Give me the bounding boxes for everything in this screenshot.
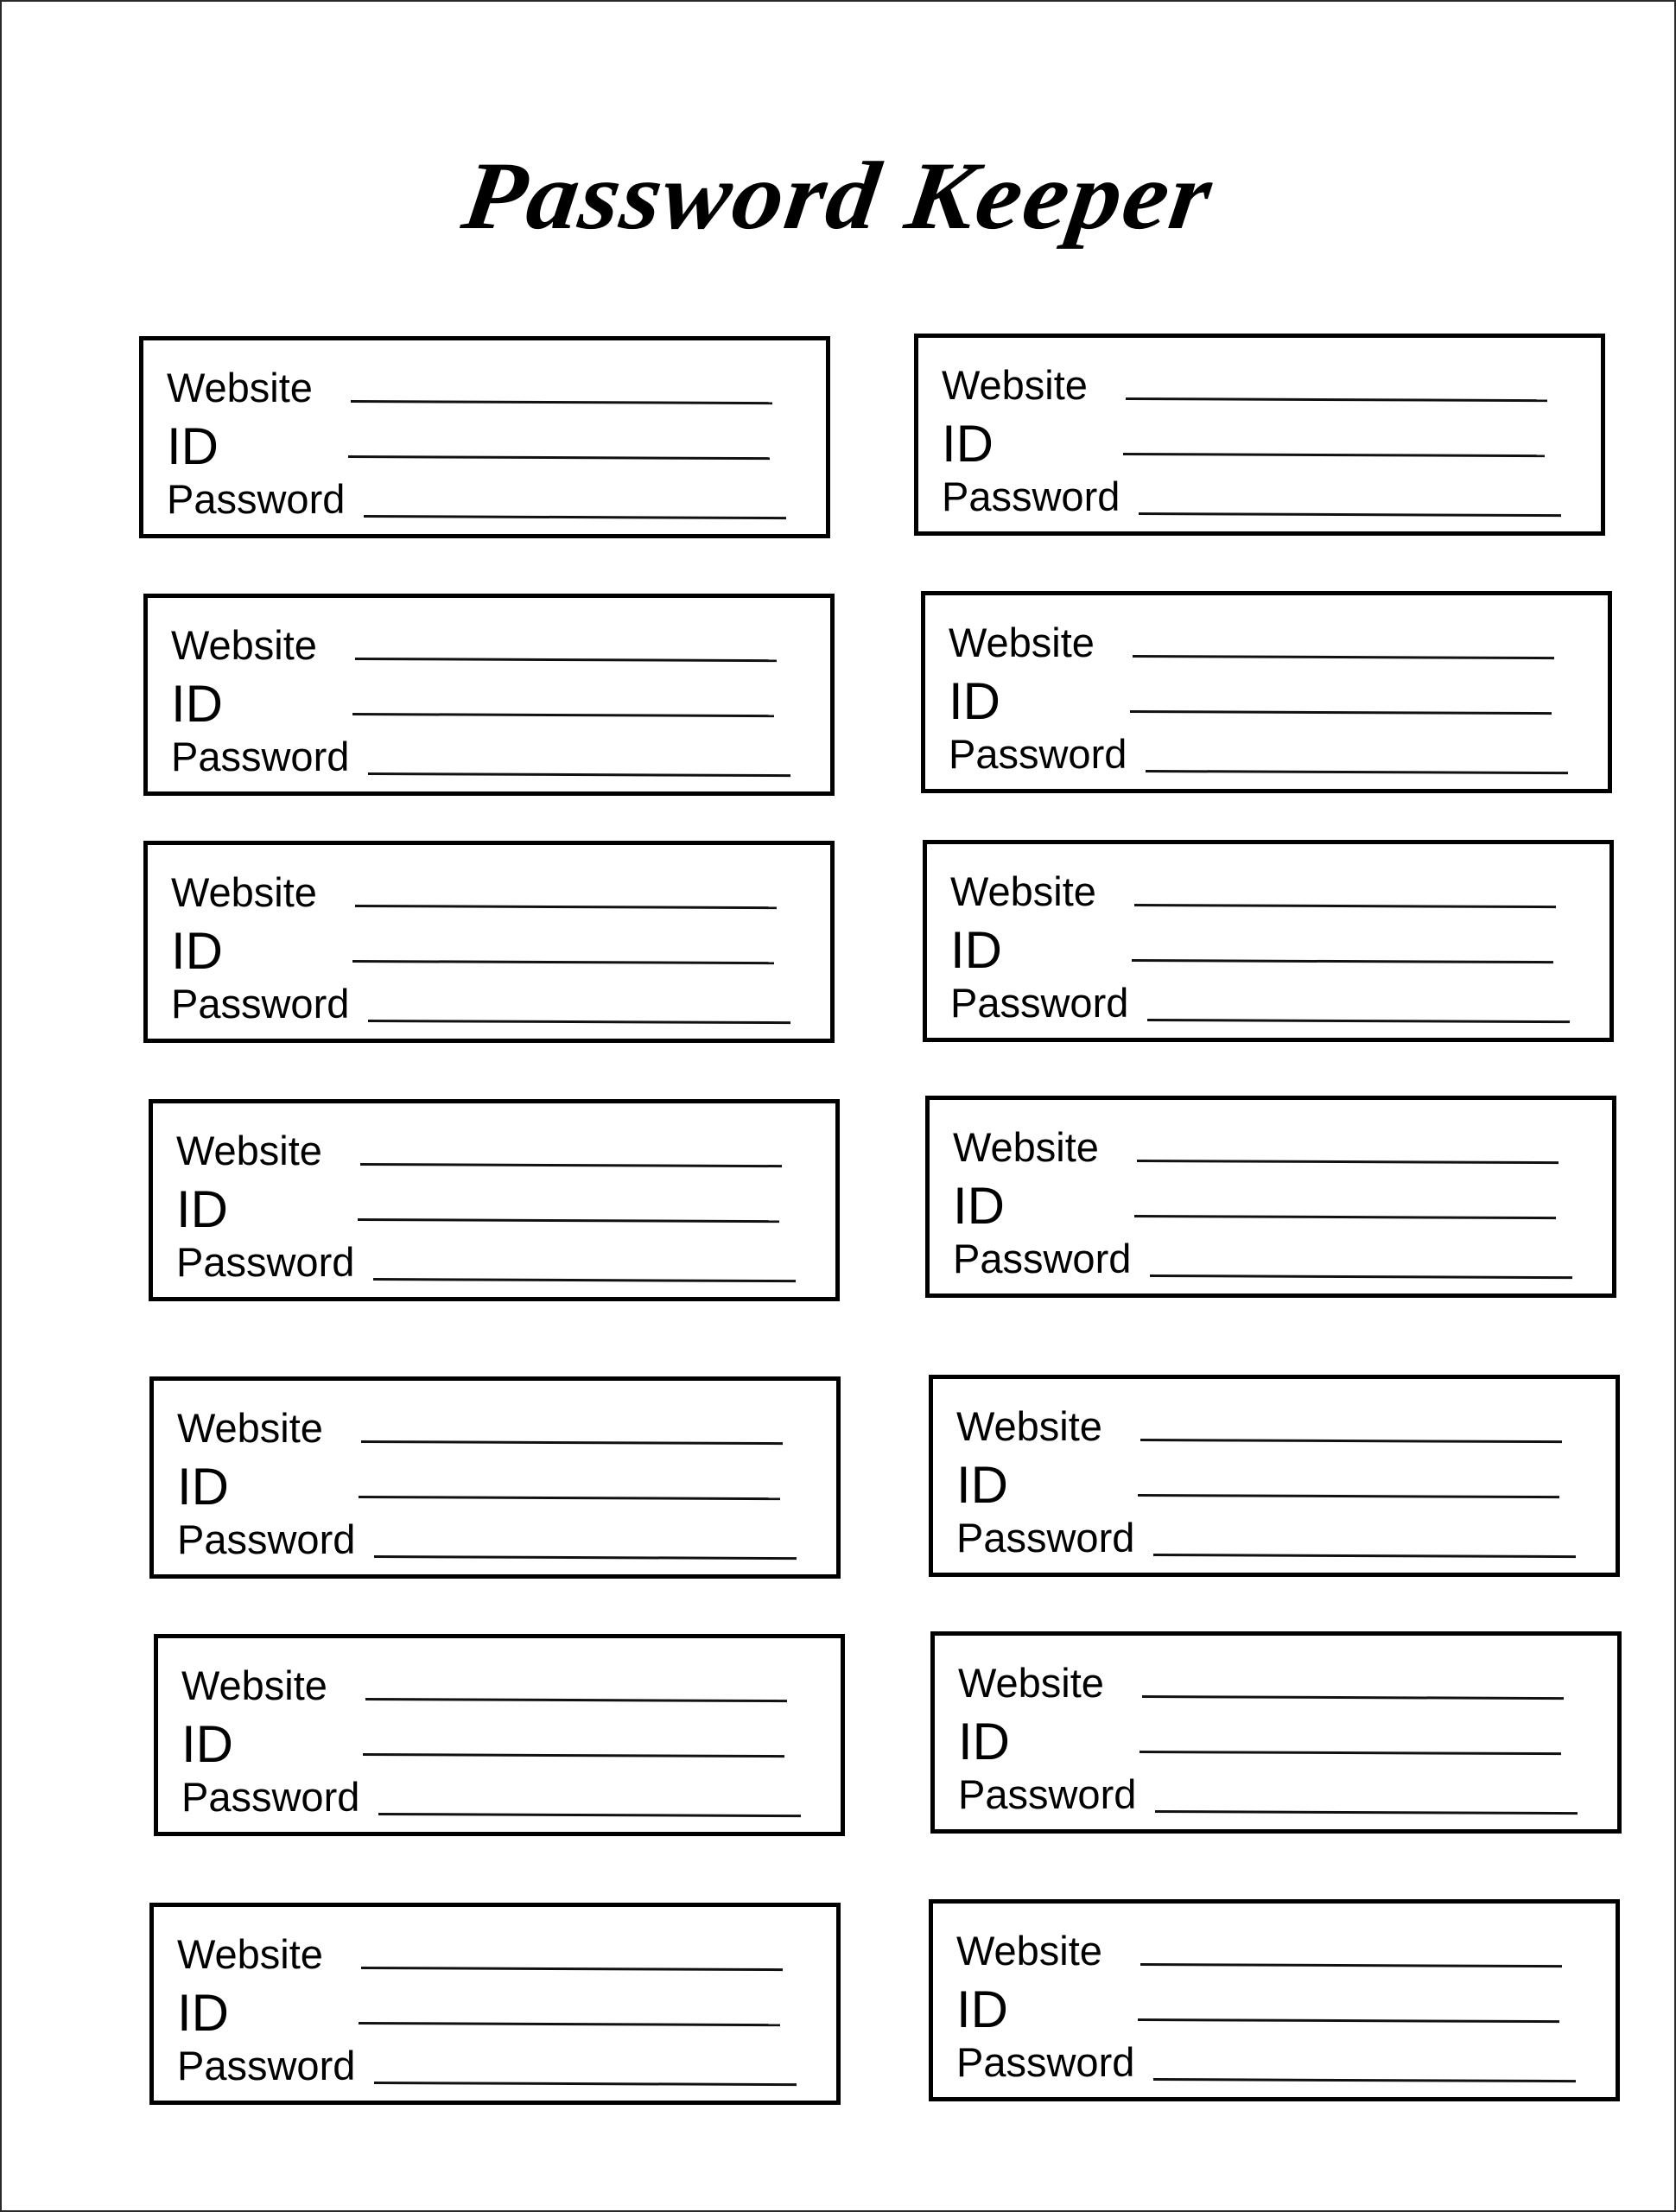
website-label: Website — [949, 620, 1095, 665]
password-label: Password — [171, 981, 350, 1027]
password-write-line[interactable] — [1146, 770, 1568, 774]
website-write-line[interactable] — [360, 1163, 782, 1167]
password-entry-card — [930, 1631, 1622, 1834]
password-entry-card — [925, 1096, 1616, 1298]
id-label: ID — [177, 1458, 229, 1516]
id-label: ID — [167, 417, 219, 475]
password-label: Password — [949, 731, 1127, 777]
password-write-line[interactable] — [368, 772, 790, 777]
password-entry-card — [929, 1375, 1620, 1577]
password-entry-card — [143, 594, 835, 796]
id-write-line[interactable] — [1138, 2018, 1559, 2023]
id-write-line[interactable] — [1132, 959, 1553, 963]
password-entry-card — [921, 591, 1612, 793]
password-write-line[interactable] — [374, 1555, 797, 1560]
website-label: Website — [181, 1662, 327, 1708]
id-label: ID — [177, 1984, 229, 2042]
website-label: Website — [177, 1405, 323, 1451]
password-write-line[interactable] — [373, 1278, 796, 1282]
id-write-line[interactable] — [363, 1753, 784, 1758]
website-label: Website — [953, 1124, 1099, 1170]
id-write-line[interactable] — [358, 1218, 779, 1223]
password-label: Password — [950, 980, 1129, 1026]
page-title: Password Keeper — [456, 142, 1220, 250]
website-write-line[interactable] — [365, 1698, 787, 1702]
password-label: Password — [181, 1774, 360, 1820]
password-entry-card — [139, 336, 830, 538]
password-write-line[interactable] — [1139, 512, 1561, 517]
id-label: ID — [181, 1715, 233, 1773]
password-entry-card — [149, 1903, 841, 2105]
website-write-line[interactable] — [1126, 397, 1547, 402]
id-label: ID — [171, 922, 223, 980]
id-write-line[interactable] — [1130, 710, 1552, 715]
id-write-line[interactable] — [359, 2022, 780, 2026]
website-write-line[interactable] — [361, 1440, 783, 1445]
website-label: Website — [167, 365, 313, 410]
password-label: Password — [953, 1236, 1132, 1281]
password-label: Password — [171, 734, 350, 779]
website-write-line[interactable] — [351, 400, 772, 404]
id-label: ID — [176, 1180, 228, 1238]
id-write-line[interactable] — [1140, 1751, 1561, 1755]
password-entry-card — [923, 840, 1614, 1042]
password-label: Password — [956, 1515, 1135, 1560]
website-write-line[interactable] — [361, 1967, 783, 1971]
id-label: ID — [950, 921, 1002, 979]
id-write-line[interactable] — [359, 1496, 780, 1500]
password-label: Password — [176, 1239, 355, 1285]
password-label: Password — [167, 476, 346, 522]
website-label: Website — [942, 362, 1088, 408]
website-label: Website — [958, 1660, 1104, 1706]
website-write-line[interactable] — [1134, 904, 1556, 908]
website-write-line[interactable] — [1133, 655, 1554, 659]
website-label: Website — [171, 869, 317, 915]
id-label: ID — [958, 1713, 1010, 1770]
password-write-line[interactable] — [1147, 1019, 1570, 1023]
password-write-line[interactable] — [368, 1020, 790, 1024]
id-label: ID — [956, 1980, 1008, 2038]
website-label: Website — [177, 1931, 323, 1977]
password-label: Password — [177, 2043, 356, 2088]
website-label: Website — [956, 1403, 1102, 1449]
password-entry-card — [143, 841, 835, 1043]
id-write-line[interactable] — [352, 960, 774, 964]
id-label: ID — [949, 672, 1000, 730]
id-write-line[interactable] — [1138, 1494, 1559, 1498]
password-label: Password — [177, 1516, 356, 1562]
website-label: Website — [176, 1128, 322, 1173]
id-write-line[interactable] — [352, 713, 774, 717]
id-write-line[interactable] — [1134, 1215, 1556, 1219]
password-write-line[interactable] — [1150, 1274, 1572, 1279]
password-entry-card — [929, 1899, 1620, 2101]
website-write-line[interactable] — [355, 905, 777, 909]
id-write-line[interactable] — [348, 455, 770, 460]
password-label: Password — [956, 2039, 1135, 2085]
password-label: Password — [958, 1771, 1137, 1817]
id-write-line[interactable] — [1123, 453, 1545, 457]
id-label: ID — [956, 1456, 1008, 1514]
password-write-line[interactable] — [378, 1813, 801, 1817]
website-write-line[interactable] — [1140, 1963, 1562, 1967]
id-label: ID — [942, 415, 994, 473]
website-write-line[interactable] — [1142, 1695, 1564, 1700]
password-entry-card — [149, 1099, 840, 1301]
website-label: Website — [950, 868, 1096, 914]
id-label: ID — [171, 675, 223, 733]
password-entry-card — [149, 1376, 841, 1579]
id-label: ID — [953, 1177, 1005, 1235]
website-label: Website — [956, 1928, 1102, 1974]
website-write-line[interactable] — [355, 658, 777, 662]
website-write-line[interactable] — [1137, 1160, 1559, 1164]
password-write-line[interactable] — [1153, 1554, 1576, 1558]
password-entry-card — [914, 334, 1605, 536]
password-write-line[interactable] — [374, 2082, 797, 2086]
password-entry-card — [154, 1634, 845, 1836]
website-label: Website — [171, 622, 317, 668]
password-write-line[interactable] — [364, 515, 786, 519]
password-label: Password — [942, 474, 1121, 519]
password-write-line[interactable] — [1155, 1810, 1578, 1815]
website-write-line[interactable] — [1140, 1439, 1562, 1443]
password-write-line[interactable] — [1153, 2078, 1576, 2082]
